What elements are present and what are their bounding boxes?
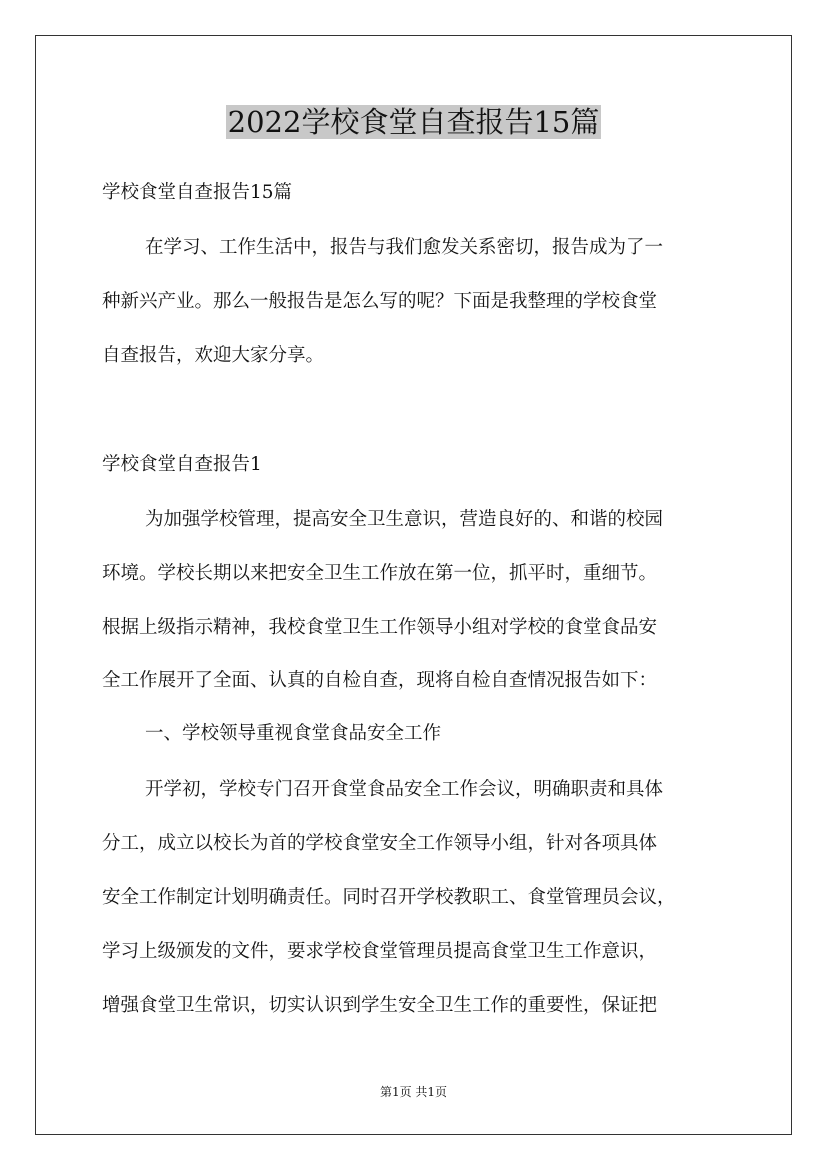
paragraph-line: 分工，成立以校长为首的学校食堂安全工作领导小组，针对各项具体 bbox=[102, 833, 658, 854]
section-heading: 学校食堂自查报告1 bbox=[102, 454, 262, 475]
paragraph-line: 安全工作制定计划明确责任。同时召开学校教职工、食堂管理员会议， bbox=[102, 887, 676, 908]
paragraph-line: 开学初，学校专门召开食堂食品安全工作会议，明确职责和具体 bbox=[145, 779, 664, 800]
paragraph-line: 全工作展开了全面、认真的自检自查，现将自检自查情况报告如下： bbox=[102, 670, 658, 691]
paragraph-line: 为加强学校管理，提高安全卫生意识，营造良好的、和谐的校园 bbox=[145, 509, 664, 530]
document-subtitle: 学校食堂自查报告15篇 bbox=[102, 182, 293, 203]
paragraph-line: 环境。学校长期以来把安全卫生工作放在第一位，抓平时，重细节。 bbox=[102, 563, 658, 584]
page-number: 第1页 共1页 bbox=[379, 1085, 448, 1099]
paragraph-line: 学习上级颁发的文件，要求学校食堂管理员提高食堂卫生工作意识， bbox=[102, 941, 658, 962]
paragraph-line: 根据上级指示精神，我校食堂卫生工作领导小组对学校的食堂食品安 bbox=[102, 617, 658, 638]
subheading: 一、学校领导重视食堂食品安全工作 bbox=[145, 723, 442, 744]
intro-line: 自查报告，欢迎大家分享。 bbox=[102, 345, 325, 366]
intro-line: 在学习、工作生活中，报告与我们愈发关系密切，报告成为了一 bbox=[145, 237, 664, 258]
intro-line: 种新兴产业。那么一般报告是怎么写的呢？下面是我整理的学校食堂 bbox=[102, 291, 658, 312]
paragraph-line: 增强食堂卫生常识，切实认识到学生安全卫生工作的重要性，保证把 bbox=[102, 995, 658, 1016]
document-title: 2022学校食堂自查报告15篇 bbox=[227, 105, 600, 139]
